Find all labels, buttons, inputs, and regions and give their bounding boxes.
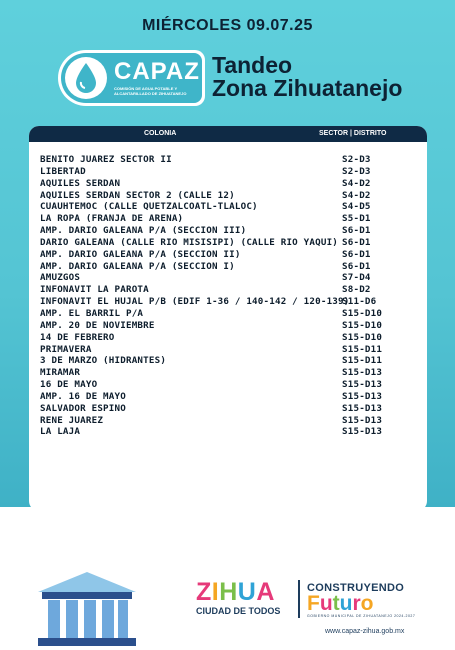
table-row bbox=[40, 426, 420, 438]
colonia-cell: 3 DE MARZO (HIDRANTES) bbox=[40, 355, 167, 367]
note-line: El tandeo de agua potable está sujeta a cambios, dependiendo del avance y conclusión en sectores previamente bbox=[62, 521, 394, 528]
colonia-cell: INFONAVIT LA PAROTA bbox=[40, 284, 149, 296]
table-row bbox=[40, 237, 420, 249]
colonia-cell: INFONAVIT EL HUJAL P/B (EDIF 1-36 / 140-142 / 120-139) bbox=[40, 296, 350, 308]
table-row bbox=[40, 178, 420, 190]
construyendo-futuro-logo bbox=[307, 582, 415, 618]
sector-cell: S6-D1 bbox=[342, 236, 371, 248]
colonia-cell: RENE JUAREZ bbox=[40, 414, 104, 426]
sector-cell: S2-D3 bbox=[342, 154, 371, 165]
sector-cell: S15-D13 bbox=[342, 367, 383, 379]
table-row bbox=[40, 355, 420, 367]
colonia-cell: AMP. EL BARRIL P/A bbox=[40, 307, 144, 319]
sector-cell: S4-D2 bbox=[342, 189, 371, 201]
zihua-wordmark: ZIHUA bbox=[196, 578, 275, 606]
sector-cell: S7-D4 bbox=[342, 272, 371, 284]
table-row bbox=[40, 415, 420, 427]
sector-cell: S6-D1 bbox=[342, 248, 371, 260]
colonia-cell: MIRAMAR bbox=[40, 367, 81, 379]
table-row bbox=[40, 403, 420, 415]
table-row bbox=[40, 391, 420, 403]
sector-cell: S15-D11 bbox=[342, 343, 383, 355]
sector-cell: S15-D13 bbox=[342, 379, 383, 391]
capaz-subtitle: COMISIÓN DE AGUA POTABLE Y ALCANTARILLADO DE ZIHUATANEJO bbox=[114, 86, 187, 96]
table-row bbox=[40, 261, 420, 273]
table-row bbox=[40, 308, 420, 320]
colonia-cell: LA ROPA (FRANJA DE ARENA) bbox=[40, 213, 184, 225]
title-line2: Zona Zihuatanejo bbox=[212, 75, 403, 101]
colonia-cell: SALVADOR ESPINO bbox=[40, 402, 126, 414]
sector-cell: S11-D6 bbox=[342, 296, 377, 308]
table-row bbox=[40, 166, 420, 178]
sector-cell: S6-D1 bbox=[342, 260, 371, 272]
sector-cell: S15-D13 bbox=[342, 414, 383, 426]
construyendo-label: CONSTRUYENDO bbox=[307, 582, 405, 594]
colonia-cell: 14 DE FEBRERO bbox=[40, 331, 115, 343]
sector-cell: S8-D2 bbox=[342, 284, 371, 296]
monument-icon bbox=[32, 570, 142, 650]
colonia-cell: AMP. 16 DE MAYO bbox=[40, 390, 126, 402]
colonia-cell: AMP. 20 DE NOVIEMBRE bbox=[40, 319, 155, 331]
sector-cell: S15-D13 bbox=[342, 426, 383, 438]
sector-cell: S15-D10 bbox=[342, 319, 383, 331]
sector-cell: S15-D13 bbox=[342, 402, 383, 414]
colonia-cell: AMP. DARIO GALEANA P/A (SECCION II) bbox=[40, 248, 241, 260]
colonia-cell: LA LAJA bbox=[40, 426, 81, 438]
sector-cell: S15-D13 bbox=[342, 390, 383, 402]
table-row bbox=[40, 201, 420, 213]
colonia-cell: BENITO JUAREZ SECTOR II bbox=[40, 154, 172, 165]
column-header-colonia: COLONIA bbox=[144, 130, 177, 137]
table-row bbox=[40, 379, 420, 391]
table-body bbox=[40, 154, 420, 438]
sector-cell: S15-D10 bbox=[342, 307, 383, 319]
table-row bbox=[40, 332, 420, 344]
table-row bbox=[40, 154, 420, 166]
table-row bbox=[40, 320, 420, 332]
date-heading: MIÉRCOLES 09.07.25 bbox=[142, 17, 313, 34]
brand-header bbox=[58, 50, 404, 108]
colonia-cell: AMP. DARIO GALEANA P/A (SECCION III) bbox=[40, 225, 247, 237]
column-header-sector: SECTOR | DISTRITO bbox=[319, 130, 387, 137]
sector-cell: S5-D1 bbox=[342, 213, 371, 225]
water-drop-icon bbox=[65, 57, 107, 99]
sector-cell: S4-D2 bbox=[342, 177, 371, 189]
note-line: programados; para cualquier reporte o consulta sobre el programa de distribución contáctate con nosotros a bbox=[70, 531, 386, 538]
colonia-cell: AQUILES SERDAN SECTOR 2 (CALLE 12) bbox=[40, 189, 235, 201]
table-row bbox=[40, 225, 420, 237]
colonia-cell: DARIO GALEANA (CALLE RIO MISISIPI) (CALLE RIO YAQUI) bbox=[40, 236, 339, 248]
colonia-cell: CUAUHTEMOC (CALLE QUETZALCOATL-TLALOC) bbox=[40, 201, 258, 213]
gobierno-subtitle: GOBIERNO MUNICIPAL DE ZIHUATANEJO 2024-2027 bbox=[307, 614, 416, 618]
table-row bbox=[40, 296, 420, 308]
colonia-cell: PRIMAVERA bbox=[40, 343, 92, 355]
table-row bbox=[40, 272, 420, 284]
colonia-cell: 16 DE MAYO bbox=[40, 379, 98, 391]
sector-cell: S15-D11 bbox=[342, 355, 383, 367]
colonia-cell: AMUZGOS bbox=[40, 272, 81, 284]
futuro-wordmark: Futuro bbox=[307, 592, 374, 615]
page-title bbox=[212, 54, 402, 100]
sector-cell: S4-D5 bbox=[342, 201, 371, 213]
zihua-logo bbox=[196, 580, 280, 616]
note-line: través de nuestros medios oficiales. bbox=[175, 541, 281, 548]
table-header bbox=[29, 126, 427, 142]
footer bbox=[0, 540, 455, 650]
colonia-cell: LIBERTAD bbox=[40, 165, 86, 177]
ciudad-tagline: CIUDAD DE TODOS bbox=[196, 606, 281, 616]
sector-cell: S6-D1 bbox=[342, 225, 371, 237]
sector-cell: S15-D10 bbox=[342, 331, 383, 343]
table-row bbox=[40, 284, 420, 296]
table-row bbox=[40, 213, 420, 225]
title-line1: Tandeo bbox=[212, 52, 293, 78]
logo-divider bbox=[298, 580, 300, 618]
table-row bbox=[40, 344, 420, 356]
colonia-cell: AQUILES SERDAN bbox=[40, 177, 121, 189]
table-row bbox=[40, 190, 420, 202]
schedule-table bbox=[29, 126, 427, 511]
sector-cell: S2-D3 bbox=[342, 165, 371, 177]
website-url[interactable]: www.capaz-zihua.gob.mx bbox=[325, 628, 405, 635]
colonia-cell: AMP. DARIO GALEANA P/A (SECCION I) bbox=[40, 260, 235, 272]
table-row bbox=[40, 367, 420, 379]
table-row bbox=[40, 249, 420, 261]
capaz-wordmark: CAPAZ bbox=[114, 58, 200, 85]
capaz-logo bbox=[58, 50, 205, 106]
